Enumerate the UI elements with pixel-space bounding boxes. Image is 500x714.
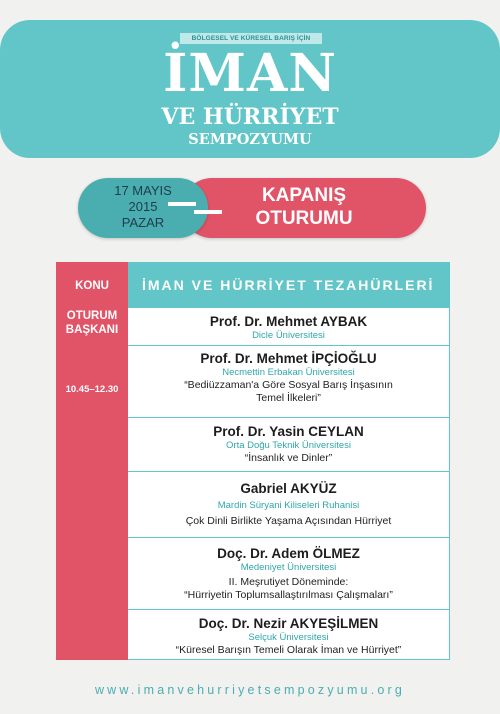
speaker-row	[128, 610, 449, 660]
date-day-month: 17 MAYIS	[114, 183, 172, 198]
label-chair-2: BAŞKANI	[65, 324, 119, 336]
talk-title-line: Temel İlkeleri”	[256, 392, 321, 404]
talk-title-line: Çok Dinli Birlikte Yaşama Açısından Hürriyet	[185, 515, 392, 527]
connector-bar-top	[168, 202, 196, 206]
speaker-row	[128, 418, 449, 472]
speaker-row	[128, 346, 449, 418]
connector-bar-bottom	[194, 210, 222, 214]
website-link[interactable]: www.imanvehurriyetsempozyumu.org	[94, 683, 406, 697]
speaker-name: Gabriel AKYÜZ	[240, 481, 337, 496]
label-topic: KONU	[75, 280, 109, 292]
speaker-name: Doç. Dr. Adem ÖLMEZ	[217, 546, 360, 561]
speaker-institution: Selçuk Üniversitesi	[248, 632, 329, 643]
talk-title-line: “Bediüzzaman'a Göre Sosyal Barış İnşasının	[184, 379, 393, 391]
speaker-row	[128, 538, 449, 610]
speaker-institution: Medeniyet Üniversitesi	[240, 562, 337, 573]
label-chair-1: OTURUM	[66, 310, 118, 322]
date-year: 2015	[128, 199, 158, 214]
speaker-institution: Mardin Süryani Kiliseleri Ruhanisi	[217, 500, 360, 511]
header-tagline: BÖLGESEL VE KÜRESEL BARIŞ İÇİN	[180, 33, 322, 44]
session-topic: İMAN VE HÜRRİYET TEZAHÜRLERİ	[128, 262, 450, 308]
speaker-name: Prof. Dr. Mehmet AYBAK	[209, 314, 368, 329]
speaker-institution: Orta Doğu Teknik Üniversitesi	[226, 440, 351, 451]
title-sub: VE HÜRRİYET	[161, 104, 339, 130]
speaker-name: Doç. Dr. Nezir AKYEŞİLMEN	[198, 616, 379, 631]
session-line1: KAPANIŞ	[261, 185, 347, 206]
talk-title-line: II. Meşrutiyet Döneminde:	[228, 576, 349, 588]
title-sub2: SEMPOZYUMU	[188, 131, 312, 148]
speaker-name: Prof. Dr. Yasin CEYLAN	[213, 424, 364, 439]
speaker-list	[128, 308, 450, 660]
speaker-institution: Dicle Üniversitesi	[252, 330, 325, 341]
date-badge	[78, 178, 208, 238]
speaker-row	[128, 472, 449, 538]
talk-title-line: “Hürriyetin Toplumsallaştırılması Çalışmaları”	[184, 589, 393, 601]
talk-title-line: “İnsanlık ve Dinler”	[244, 452, 333, 464]
speaker-institution: Necmettin Erbakan Üniversitesi	[222, 367, 355, 378]
date-weekday: PAZAR	[121, 215, 165, 230]
speaker-name: Prof. Dr. Mehmet İPÇİOĞLU	[200, 351, 377, 366]
session-line2: OTURUMU	[255, 208, 353, 229]
session-badge	[182, 178, 426, 238]
speaker-row	[128, 308, 449, 346]
title-main: İMAN	[163, 43, 337, 104]
session-time: 10.45–12.30	[65, 384, 119, 395]
talk-title-line: “Küresel Barışın Temeli Olarak İman ve Hürriyet”	[175, 644, 402, 656]
